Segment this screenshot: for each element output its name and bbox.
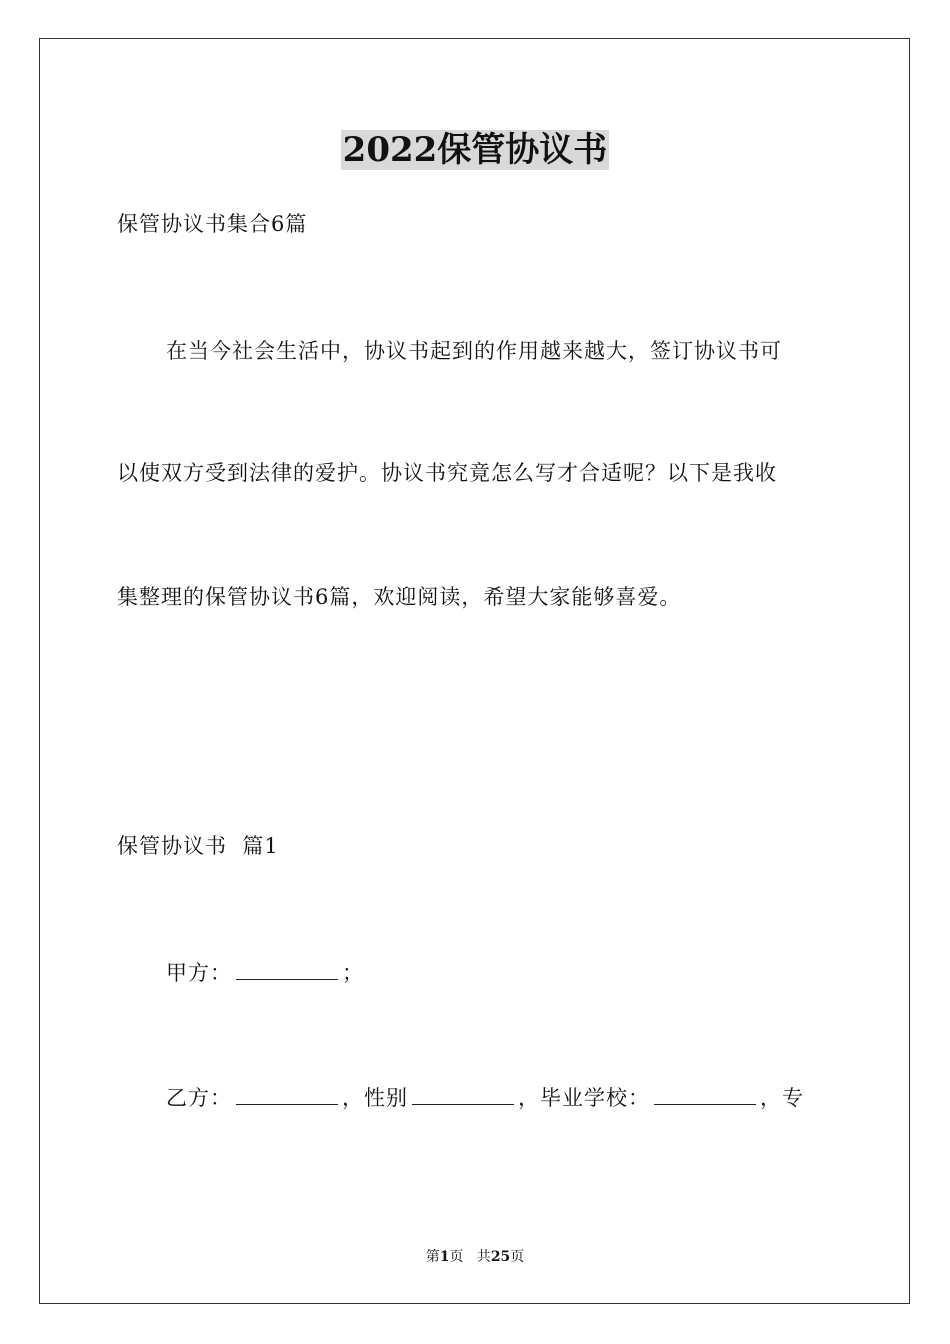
party-a-suffix: ； [342,961,364,985]
page-footer [0,1247,950,1267]
party-b-suffix: ，专 [760,1086,804,1110]
intro-line-1: 在当今社会生活中，协议书起到的作用越来越大，签订协议书可 [166,339,782,363]
party-b-school-blank [654,1082,756,1105]
section-heading: 保管协议书 篇1 [117,834,279,858]
party-a-name-blank [236,957,338,980]
document-title [0,128,950,172]
footer-page-suffix: 页 [510,1249,525,1265]
party-b-name-blank [236,1082,338,1105]
footer-page-mid: 页 共 [449,1249,491,1265]
footer-page-number: 1 [439,1249,450,1265]
party-b-line [166,1082,804,1113]
party-b-school-label: ，毕业学校： [518,1086,650,1110]
party-b-gender-label: ，性别 [342,1086,408,1110]
party-b-label: 乙方： [166,1086,232,1110]
intro-line-3: 集整理的保管协议书6篇，欢迎阅读，希望大家能够喜爱。 [117,585,682,609]
footer-total-pages: 25 [490,1249,511,1265]
party-b-gender-blank [412,1082,514,1105]
footer-page-prefix: 第 [425,1249,440,1265]
party-a-line [166,957,364,988]
intro-line-2: 以使双方受到法律的爱护。协议书究竟怎么写才合适呢？以下是我收 [117,461,777,485]
document-subtitle: 保管协议书集合6篇 [117,212,308,236]
party-a-label: 甲方： [166,961,232,985]
document-title-text: 2022保管协议书 [342,130,608,170]
